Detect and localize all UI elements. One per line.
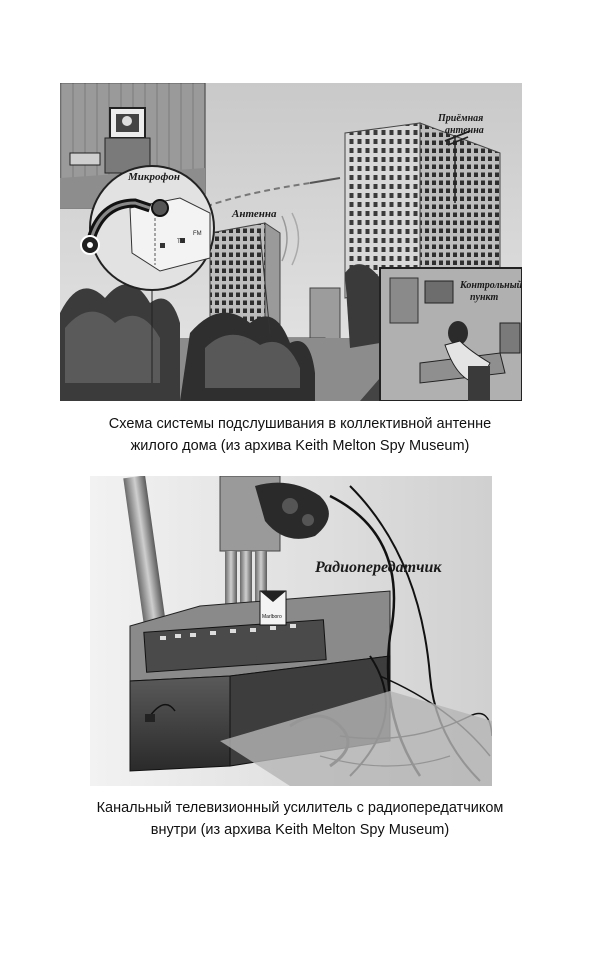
figure1-caption xyxy=(40,413,560,457)
figure1-caption-line1: Схема системы подслушивания в коллективной антенне xyxy=(108,416,492,432)
figure2-caption-line1: Канальный телевизионный усилитель с радиопередатчиком xyxy=(96,800,504,816)
eavesdropping-scheme-illustration xyxy=(60,83,522,401)
amplifier-photo xyxy=(90,476,492,786)
figure1-caption-line2: жилого дома (из архива Keith Melton Spy Museum) xyxy=(130,438,470,454)
transmitter-label: Радиопередатчик xyxy=(315,559,442,576)
fm-socket-label: FM xyxy=(193,231,202,237)
control-point-label-line2: пункт xyxy=(470,292,499,303)
receiving-antenna-label-line2: антенна xyxy=(445,125,484,136)
control-point-label-line1: Контрольный xyxy=(460,280,522,291)
tv-socket-label: TV xyxy=(177,239,185,245)
receiving-antenna-label-line1: Приёмная xyxy=(438,113,484,124)
figure2-caption-line2: внутри (из архива Keith Melton Spy Museum) xyxy=(150,822,450,838)
microphone-label: Микрофон xyxy=(128,171,180,183)
figure2-caption xyxy=(40,797,560,841)
antenna-label: Антенна xyxy=(232,208,277,220)
cigarette-pack-brand: Marlboro xyxy=(262,614,282,620)
